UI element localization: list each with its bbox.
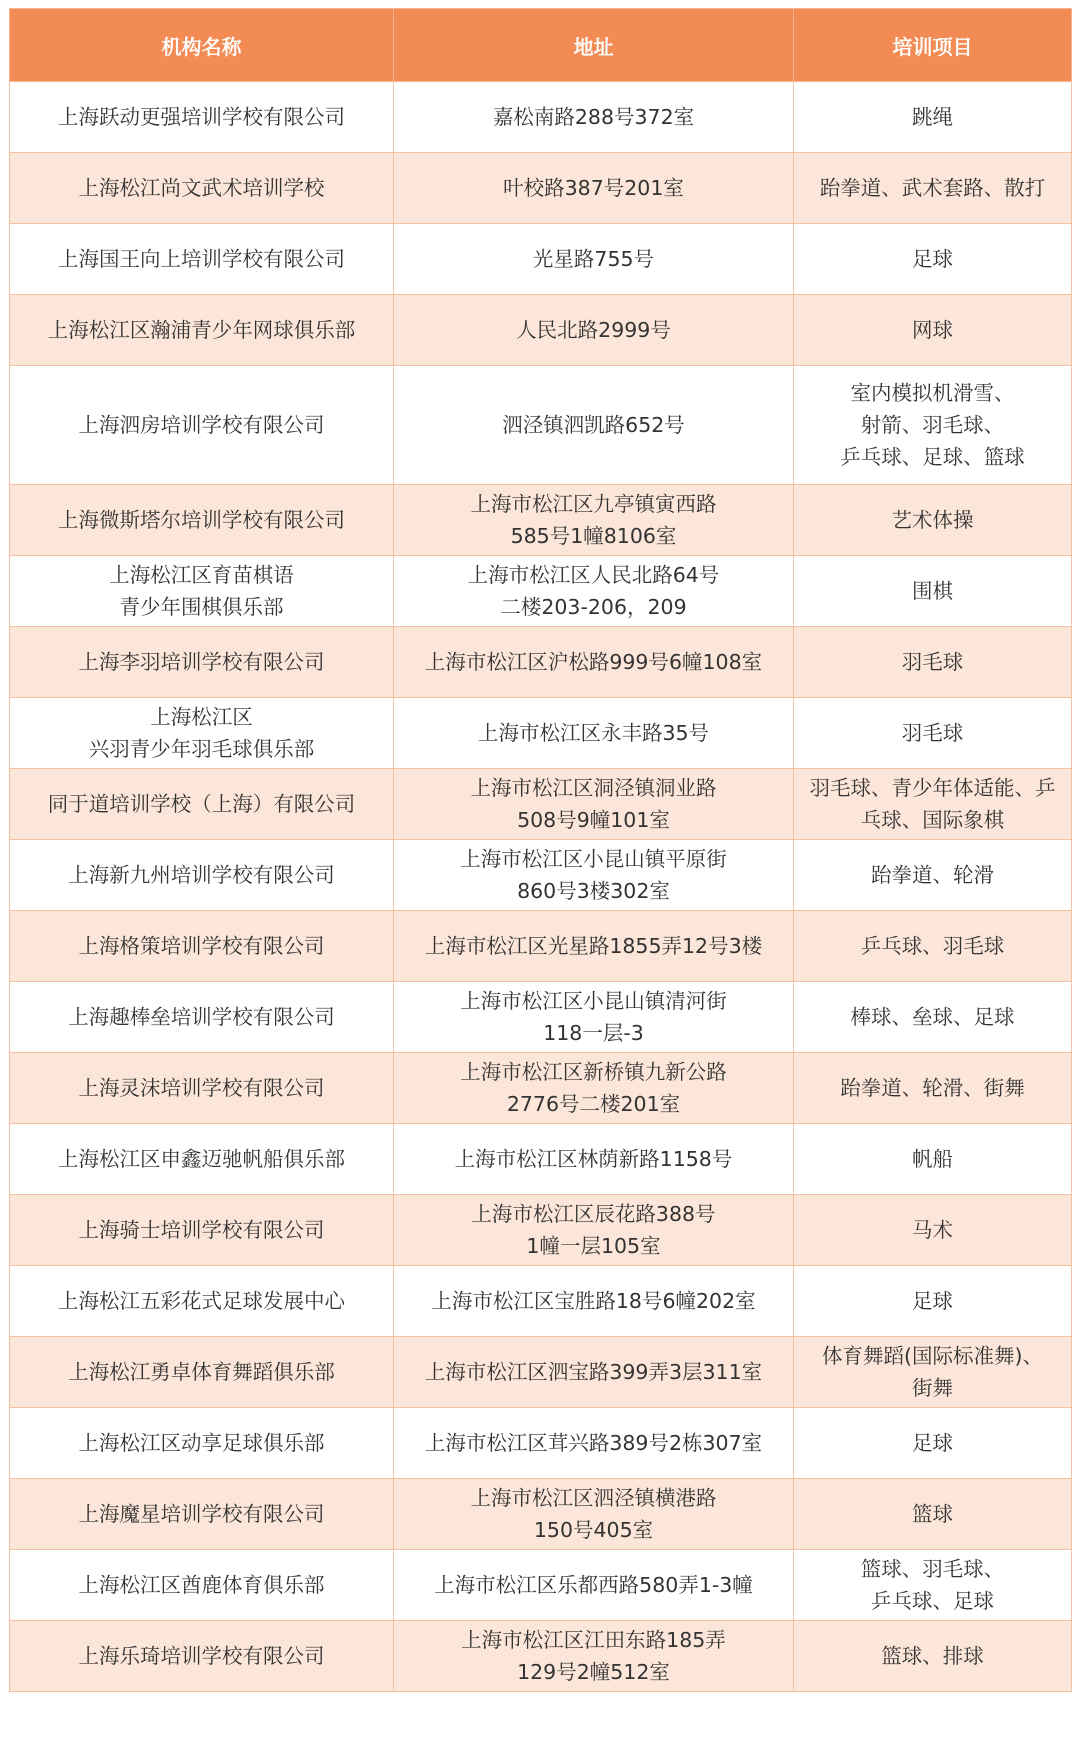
- cell-address-text: 上海市松江区光星路1855弄12号3楼: [424, 934, 763, 958]
- table-row: [10, 1053, 1072, 1124]
- header-name: 机构名称: [10, 9, 394, 82]
- cell-name: [10, 485, 394, 556]
- cell-address-text: 上海市松江区人民北路64号 二楼203-206，209: [467, 563, 720, 619]
- cell-project: [794, 224, 1072, 295]
- cell-address: [394, 1053, 794, 1124]
- cell-project: [794, 1621, 1072, 1692]
- cell-name: [10, 1621, 394, 1692]
- cell-address: [394, 1266, 794, 1337]
- cell-address: [394, 153, 794, 224]
- header-project: 培训项目: [794, 9, 1072, 82]
- cell-address: [394, 485, 794, 556]
- cell-name-text: 上海乐琦培训学校有限公司: [78, 1644, 325, 1668]
- cell-address: [394, 698, 794, 769]
- cell-name: [10, 840, 394, 911]
- cell-address-text: 上海市松江区小昆山镇平原街 860号3楼302室: [460, 847, 727, 903]
- cell-project: [794, 840, 1072, 911]
- cell-address-text: 上海市松江区辰花路388号 1幢一层105室: [471, 1202, 716, 1258]
- cell-name: [10, 295, 394, 366]
- cell-address: [394, 840, 794, 911]
- cell-address: [394, 627, 794, 698]
- cell-name-text: 上海泗房培训学校有限公司: [78, 413, 325, 437]
- cell-name: [10, 627, 394, 698]
- table-row: [10, 82, 1072, 153]
- cell-address-text: 上海市松江区乐都西路580弄1-3幢: [434, 1573, 753, 1597]
- cell-address-text: 上海市松江区九亭镇寅西路 585号1幢8106室: [470, 492, 717, 548]
- cell-address: [394, 295, 794, 366]
- cell-address-text: 泗泾镇泗凯路652号: [502, 413, 685, 437]
- table-row: [10, 153, 1072, 224]
- cell-address: [394, 1337, 794, 1408]
- training-institutions-table: [9, 8, 1072, 1692]
- cell-project: [794, 769, 1072, 840]
- cell-project-text: 棒球、垒球、足球: [850, 1005, 1015, 1029]
- cell-name: [10, 1053, 394, 1124]
- table-row: [10, 556, 1072, 627]
- table-row: [10, 1621, 1072, 1692]
- cell-address-text: 叶校路387号201室: [503, 176, 684, 200]
- cell-name: [10, 556, 394, 627]
- cell-project-text: 围棋: [912, 579, 953, 603]
- cell-address-text: 上海市松江区小昆山镇清河街 118一层-3: [460, 989, 727, 1045]
- cell-name: [10, 1479, 394, 1550]
- table-row: [10, 840, 1072, 911]
- cell-name-text: 上海松江勇卓体育舞蹈俱乐部: [68, 1360, 335, 1384]
- cell-name-text: 上海松江区 兴羽青少年羽毛球俱乐部: [88, 705, 315, 761]
- cell-address: [394, 1408, 794, 1479]
- cell-project-text: 体育舞蹈(国际标准舞)、 街舞: [822, 1344, 1043, 1400]
- cell-project: [794, 1266, 1072, 1337]
- table-row: [10, 1266, 1072, 1337]
- cell-name-text: 上海格策培训学校有限公司: [78, 934, 325, 958]
- cell-address-text: 上海市松江区沪松路999号6幢108室: [424, 650, 763, 674]
- cell-project-text: 跆拳道、轮滑、街舞: [840, 1076, 1025, 1100]
- cell-project: [794, 295, 1072, 366]
- cell-project: [794, 82, 1072, 153]
- cell-project-text: 跆拳道、武术套路、散打: [819, 176, 1046, 200]
- cell-address-text: 上海市松江区林荫新路1158号: [454, 1147, 733, 1171]
- cell-name-text: 上海松江区酋鹿体育俱乐部: [78, 1573, 325, 1597]
- cell-name-text: 上海松江区瀚浦青少年网球俱乐部: [47, 318, 356, 342]
- cell-name: [10, 82, 394, 153]
- cell-project: [794, 627, 1072, 698]
- cell-project-text: 室内模拟机滑雪、 射箭、羽毛球、 乒乓球、足球、篮球: [840, 381, 1025, 469]
- cell-address: [394, 1124, 794, 1195]
- table-row: [10, 1408, 1072, 1479]
- cell-address: [394, 366, 794, 485]
- cell-address-text: 上海市松江区泗宝路399弄3层311室: [424, 1360, 763, 1384]
- cell-name-text: 上海松江区申鑫迈驰帆船俱乐部: [58, 1147, 345, 1171]
- cell-name-text: 上海松江五彩花式足球发展中心: [58, 1289, 345, 1313]
- cell-name-text: 上海跃动更强培训学校有限公司: [58, 105, 345, 129]
- header-address: 地址: [394, 9, 794, 82]
- cell-project: [794, 1408, 1072, 1479]
- cell-project: [794, 1124, 1072, 1195]
- cell-project-text: 帆船: [912, 1147, 953, 1171]
- cell-project-text: 足球: [912, 247, 953, 271]
- cell-project-text: 艺术体操: [891, 508, 974, 532]
- table-row: [10, 1479, 1072, 1550]
- cell-address: [394, 982, 794, 1053]
- cell-project-text: 足球: [912, 1431, 953, 1455]
- cell-address-text: 上海市松江区茸兴路389号2栋307室: [424, 1431, 763, 1455]
- cell-project: [794, 1479, 1072, 1550]
- table-row: [10, 1124, 1072, 1195]
- table-header-row: [10, 9, 1072, 82]
- cell-project-text: 篮球、排球: [881, 1644, 984, 1668]
- cell-project: [794, 698, 1072, 769]
- cell-project-text: 跆拳道、轮滑: [871, 863, 994, 887]
- cell-address: [394, 1479, 794, 1550]
- cell-project: [794, 911, 1072, 982]
- cell-name-text: 上海松江尚文武术培训学校: [78, 176, 325, 200]
- cell-address: [394, 82, 794, 153]
- cell-project: [794, 1337, 1072, 1408]
- cell-project: [794, 485, 1072, 556]
- cell-address-text: 上海市松江区泗泾镇横港路 150号405室: [470, 1486, 717, 1542]
- cell-address: [394, 224, 794, 295]
- cell-name-text: 上海李羽培训学校有限公司: [78, 650, 325, 674]
- table-row: [10, 485, 1072, 556]
- cell-address-text: 上海市松江区洞泾镇洞业路 508号9幢101室: [470, 776, 717, 832]
- cell-address-text: 上海市松江区永丰路35号: [477, 721, 710, 745]
- cell-address-text: 上海市松江区江田东路185弄 129号2幢512室: [461, 1628, 726, 1684]
- table-row: [10, 1337, 1072, 1408]
- cell-project: [794, 556, 1072, 627]
- cell-address: [394, 1195, 794, 1266]
- cell-project-text: 马术: [912, 1218, 953, 1242]
- cell-project: [794, 1550, 1072, 1621]
- cell-name-text: 上海松江区动享足球俱乐部: [78, 1431, 325, 1455]
- cell-name-text: 上海松江区育苗棋语 青少年围棋俱乐部: [109, 563, 294, 619]
- cell-project-text: 羽毛球、青少年体适能、乒 乓球、国际象棋: [809, 776, 1056, 832]
- cell-address-text: 上海市松江区新桥镇九新公路 2776号二楼201室: [460, 1060, 727, 1116]
- cell-name-text: 上海骑士培训学校有限公司: [78, 1218, 325, 1242]
- table-row: [10, 911, 1072, 982]
- cell-address-text: 嘉松南路288号372室: [492, 105, 695, 129]
- cell-name: [10, 1337, 394, 1408]
- cell-address: [394, 911, 794, 982]
- cell-name-text: 上海灵沫培训学校有限公司: [78, 1076, 325, 1100]
- cell-name: [10, 911, 394, 982]
- cell-project: [794, 1195, 1072, 1266]
- cell-name-text: 上海新九州培训学校有限公司: [68, 863, 335, 887]
- cell-name: [10, 224, 394, 295]
- cell-name-text: 上海魔星培训学校有限公司: [78, 1502, 325, 1526]
- table-row: [10, 366, 1072, 485]
- table-row: [10, 1550, 1072, 1621]
- table-row: [10, 698, 1072, 769]
- cell-project-text: 网球: [912, 318, 953, 342]
- cell-project-text: 跳绳: [912, 105, 953, 129]
- cell-name: [10, 366, 394, 485]
- cell-name-text: 上海国王向上培训学校有限公司: [58, 247, 345, 271]
- cell-project: [794, 1053, 1072, 1124]
- cell-address: [394, 769, 794, 840]
- cell-name: [10, 1195, 394, 1266]
- cell-project-text: 乒乓球、羽毛球: [860, 934, 1005, 958]
- cell-name: [10, 1124, 394, 1195]
- cell-project-text: 羽毛球: [901, 721, 964, 745]
- cell-name-text: 上海微斯塔尔培训学校有限公司: [58, 508, 345, 532]
- cell-project-text: 篮球: [912, 1502, 953, 1526]
- cell-address-text: 上海市松江区宝胜路18号6幢202室: [431, 1289, 756, 1313]
- cell-project: [794, 153, 1072, 224]
- table-row: [10, 982, 1072, 1053]
- cell-project: [794, 982, 1072, 1053]
- cell-project-text: 羽毛球: [901, 650, 964, 674]
- cell-address: [394, 1550, 794, 1621]
- table-row: [10, 224, 1072, 295]
- table-row: [10, 1195, 1072, 1266]
- cell-name-text: 同于道培训学校（上海）有限公司: [47, 792, 356, 816]
- cell-name: [10, 1408, 394, 1479]
- cell-project-text: 篮球、羽毛球、 乒乓球、足球: [860, 1557, 1005, 1613]
- table-row: [10, 295, 1072, 366]
- cell-name: [10, 1266, 394, 1337]
- cell-name: [10, 982, 394, 1053]
- cell-name: [10, 698, 394, 769]
- table-row: [10, 769, 1072, 840]
- cell-address: [394, 1621, 794, 1692]
- cell-name: [10, 153, 394, 224]
- cell-name: [10, 769, 394, 840]
- cell-project-text: 足球: [912, 1289, 953, 1313]
- cell-address-text: 光星路755号: [532, 247, 655, 271]
- table-row: [10, 627, 1072, 698]
- cell-name-text: 上海趣棒垒培训学校有限公司: [68, 1005, 335, 1029]
- training-institutions-table-container: [9, 8, 1071, 1692]
- cell-address-text: 人民北路2999号: [516, 318, 671, 342]
- cell-name: [10, 1550, 394, 1621]
- cell-address: [394, 556, 794, 627]
- cell-project: [794, 366, 1072, 485]
